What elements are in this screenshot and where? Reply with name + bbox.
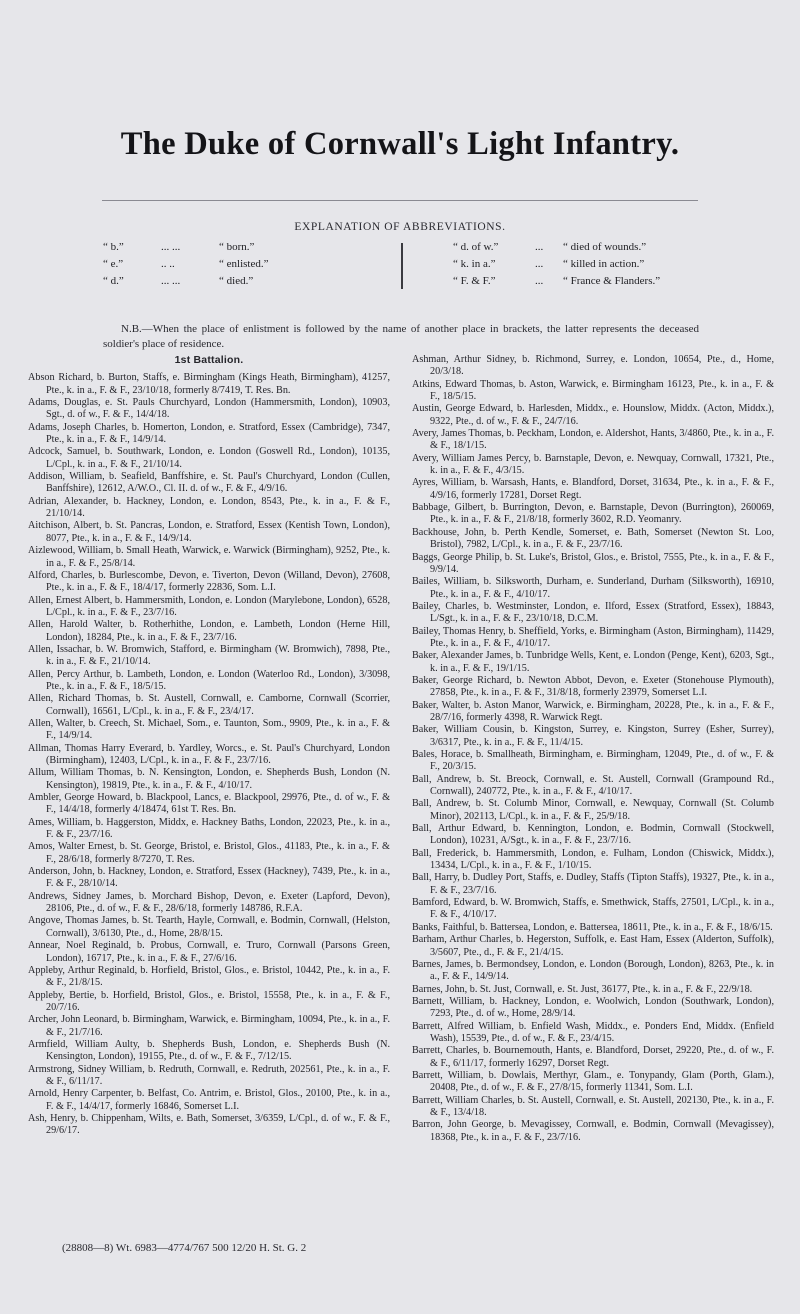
casualty-entry: Adams, Joseph Charles, b. Homerton, London, e. Stratford, Essex (Cambridge), 7347, Pte., k. in a., F. & F., 14/9/14. bbox=[28, 421, 390, 446]
casualty-entry: Barnes, John, b. St. Just, Cornwall, e. St. Just, 36177, Pte., k. in a., F. & F., 22/9/18. bbox=[412, 983, 753, 995]
casualty-entry: Avery, James Thomas, b. Peckham, London, e. Aldershot, Hants, 3/4860, Pte., k. in a., F. & F., 18/1/15. bbox=[412, 428, 774, 452]
casualty-entry: Baggs, George Philip, b. St. Luke's, Bristol, Glos., e. Bristol, 7555, Pte., k. in a., F. & F., 9/9/14. bbox=[412, 551, 774, 575]
casualty-entry: Bales, Horace, b. Smallheath, Birmingham, e. Birmingham, 12049, Pte., d. of w., F. & F., 20/3/15. bbox=[412, 749, 774, 773]
casualty-entry: Bailes, William, b. Silksworth, Durham, e. Sunderland, Durham (Silksworth), 16910, Pte., k. in a., F. & F., 4/10/17. bbox=[412, 576, 774, 600]
page-title: The Duke of Cornwall's Light Infantry. bbox=[120, 126, 680, 162]
casualty-entry: Barron, John George, b. Mevagissey, Cornwall, e. Bodmin, Cornwall (Mevagissey), 18368, Pte., k. in a., F. & F., 23/7/16. bbox=[412, 1119, 774, 1143]
right-column bbox=[412, 354, 774, 1144]
casualty-entry: Angove, Thomas James, b. St. Tearth, Hayle, Cornwall, e. Bodmin, Cornwall, (Helston, Cornwall), 3/6130, Pte., d., Home, 28/8/15. bbox=[28, 915, 390, 939]
abbreviation-meaning: “ died.” bbox=[219, 275, 254, 287]
casualty-entry: Ayres, William, b. Warsash, Hants, e. Blandford, Dorset, 31634, Pte., k. in a., F. & F., 4/9/16, formerly 17281, Dorset Regt. bbox=[412, 477, 774, 501]
casualty-entry: Alford, Charles, b. Burlescombe, Devon, e. Tiverton, Devon (Willand, Devon), 27608, Pte., k. in a., F. & F., 18/4/17, formerly 22836, Som. L.I. bbox=[28, 569, 390, 594]
casualty-entry: Ball, Andrew, b. St. Breock, Cornwall, e. St. Austell, Cornwall (Grampound Rd., Cornwall), 240772, Pte., k. in a., F. & F., 4/10/17. bbox=[412, 773, 774, 798]
abbreviations-table bbox=[103, 241, 703, 295]
casualty-entry: Backhouse, John, b. Perth Kendle, Somerset, e. Bath, Somerset (Newton St. Loo, Bristol), 7982, L/Cpl., k. in a., F. & F., 23/7/16. bbox=[412, 526, 774, 551]
casualty-entry: Abson Richard, b. Burton, Staffs, e. Birmingham (Kings Heath, Birmingham), 41257, Pte., k. in a., F. & F., 23/10/18, formerly 8/7419, T. Res. Bn. bbox=[28, 372, 390, 396]
abbreviation-term: “ e.” bbox=[103, 258, 124, 270]
abbreviation-term: “ k. in a.” bbox=[453, 258, 496, 270]
casualty-entry: Ash, Henry, b. Chippenham, Wilts, e. Bath, Somerset, 3/6359, L/Cpl., d. of w., F. & F., 29/6/17. bbox=[28, 1112, 390, 1137]
casualty-entry: Ball, Frederick, b. Hammersmith, London, e. Fulham, London (Chiswick, Middx.), 13434, L/Cpl., k. in a., F. & F., 1/10/15. bbox=[412, 847, 774, 872]
casualty-entry: Barnes, James, b. Bermondsey, London, e. London (Borough, London), 8263, Pte., k. in a., F. & F., 14/9/14. bbox=[412, 958, 774, 983]
abbreviation-term: “ d.” bbox=[103, 275, 124, 287]
casualty-entry: Banks, Faithful, b. Battersea, London, e. Battersea, 18611, Pte., k. in a., F. & F., 18/6/15. bbox=[412, 921, 773, 933]
abbreviation-meaning: “ enlisted.” bbox=[219, 258, 269, 270]
casualty-entry: Bailey, Charles, b. Westminster, London, e. Ilford, Essex (Stratford, Essex), 18843, L/Sgt., k. in a., F. & F., 23/10/18, D.C.M. bbox=[412, 600, 774, 625]
abbreviation-dots: ... ... bbox=[161, 241, 181, 253]
casualty-entry: Ball, Arthur Edward, b. Kennington, London, e. Bodmin, Cornwall (Stockwell, London), 10231, A/Sgt., k. in a., F. & F., 23/7/16. bbox=[412, 823, 774, 847]
casualty-entry: Allen, Walter, b. Creech, St. Michael, Som., e. Taunton, Som., 9909, Pte., k. in a., F. & F., 14/9/14. bbox=[28, 717, 390, 742]
casualty-entry: Bamford, Edward, b. W. Bromwich, Staffs, e. Smethwick, Staffs, 27501, L/Cpl., k. in a., F. & F., 4/10/17. bbox=[412, 897, 774, 921]
casualty-entry: Babbage, Gilbert, b. Burrington, Devon, e. Barnstaple, Devon (Burrington), 260069, Pte., k. in a., F. & F., 21/8/18, formerly 3602, R.D. Yeomanry. bbox=[412, 502, 774, 526]
casualty-entry: Ashman, Arthur Sidney, b. Richmond, Surrey, e. London, 10654, Pte., d., Home, 20/3/18. bbox=[412, 354, 774, 378]
casualty-entry: Ball, Andrew, b. St. Columb Minor, Cornwall, e. Newquay, Cornwall (St. Columb Minor), 202113, L/Cpl., k. in a., F. & F., 25/9/18. bbox=[412, 798, 774, 822]
casualty-entry: Bailey, Thomas Henry, b. Sheffield, Yorks, e. Birmingham (Aston, Birmingham), 11429, Pte., k. in a., F. & F., 4/10/17. bbox=[412, 625, 774, 649]
casualty-entry: Adams, Douglas, e. St. Pauls Churchyard, London (Hammersmith, London), 10903, Sgt., d. of w., F. & F., 14/4/18. bbox=[28, 397, 390, 421]
explanatory-note: N.B.—When the place of enlistment is followed by the name of another place in brackets, the latter represents the deceased soldier's place of residence. bbox=[103, 323, 699, 350]
casualty-entry: Archer, John Leonard, b. Birmingham, Warwick, e. Birmingham, 10094, Pte., k. in a., F. & F., 21/7/16. bbox=[28, 1014, 390, 1038]
casualty-entry: Adcock, Samuel, b. Southwark, London, e. London (Goswell Rd., London), 10135, L/Cpl., k. in a., F. & F., 21/10/14. bbox=[28, 446, 390, 470]
battalion-heading: 1st Battalion. bbox=[174, 354, 244, 366]
abbreviation-dots: ... bbox=[535, 258, 544, 270]
left-column bbox=[28, 354, 390, 1138]
casualty-entry: Arnold, Henry Carpenter, b. Belfast, Co. Antrim, e. Bristol, Glos., 20100, Pte., k. in a., F. & F., 14/4/17, formerly 16846, Somerset L.I. bbox=[28, 1088, 390, 1112]
casualty-entry: Barrett, Charles, b. Bournemouth, Hants, e. Blandford, Dorset, 29220, Pte., d. of w., F. & F., 6/11/17, formerly 16297, Dorset Regt. bbox=[412, 1045, 774, 1069]
casualty-entry: Allen, Harold Walter, b. Rotherhithe, London, e. Lambeth, London (Herne Hill, London), 18284, Pte., k. in a., F. & F., 23/7/16. bbox=[28, 619, 390, 643]
casualty-entry: Allman, Thomas Harry Everard, b. Yardley, Worcs., e. St. Paul's Churchyard, London (Birmingham), 12403, L/Cpl., k. in a., F. & F., 23/7/16. bbox=[28, 742, 390, 766]
casualty-entry: Aizlewood, William, b. Small Heath, Warwick, e. Warwick (Birmingham), 9252, Pte., k. in a., F. & F., 25/8/14. bbox=[28, 545, 390, 569]
abbreviation-dots: ... ... bbox=[161, 275, 181, 287]
casualty-entry: Ames, William, b. Haggerston, Middx, e. Hackney Baths, London, 22023, Pte., k. in a., F. & F., 23/7/16. bbox=[28, 816, 390, 841]
casualty-entry: Amos, Walter Ernest, b. St. George, Bristol, e. Bristol, Glos., 41183, Pte., k. in a., F. & F., 28/6/18, formerly 8/7270, T. Res. bbox=[28, 841, 390, 865]
casualty-entry: Austin, George Edward, b. Harlesden, Middx., e. Hounslow, Middx. (Acton, Middx.), 9322, Pte., d. of w., F. & F., 24/7/16. bbox=[412, 403, 774, 427]
casualty-entry: Adrian, Alexander, b. Hackney, London, e. London, 8543, Pte., k. in a., F. & F., 21/10/14. bbox=[28, 495, 390, 520]
left-entry-list bbox=[28, 372, 390, 1137]
casualty-entry: Barnett, William, b. Hackney, London, e. Woolwich, London (Southwark, London), 7293, Pte., d. of w., Home, 28/9/14. bbox=[412, 995, 774, 1020]
print-footer: (28808—8) Wt. 6983—4774/767 500 12/20 H. St. G. 2 bbox=[62, 1242, 307, 1254]
abbreviations-divider bbox=[401, 243, 403, 289]
abbreviation-term: “ b.” bbox=[103, 241, 124, 253]
casualty-entry: Ambler, George Howard, b. Blackpool, Lancs, e. Blackpool, 29976, Pte., d. of w., F. & F., 14/4/18, formerly 4/18474, 61st T. Res. Bn. bbox=[28, 792, 390, 816]
casualty-entry: Allum, William Thomas, b. N. Kensington, London, e. Shepherds Bush, London (N. Kensington), 19819, Pte., k. in a., F. & F., 4/10/17. bbox=[28, 767, 390, 791]
abbreviation-meaning: “ killed in action.” bbox=[563, 258, 645, 270]
casualty-entry: Annear, Noel Reginald, b. Probus, Cornwall, e. Truro, Cornwall (Parsons Green, London), 16717, Pte., k. in a., F. & F., 27/6/16. bbox=[28, 940, 390, 964]
casualty-entry: Baker, Alexander James, b. Tunbridge Wells, Kent, e. London (Penge, Kent), 6203, Sgt., k. in a., F. & F., 19/1/15. bbox=[412, 650, 774, 674]
casualty-entry: Allen, Ernest Albert, b. Hammersmith, London, e. London (Marylebone, London), 6528, L/Cpl., k. in a., F. & F., 23/7/16. bbox=[28, 594, 390, 618]
casualty-entry: Allen, Issachar, b. W. Bromwich, Stafford, e. Birmingham (W. Bromwich), 7898, Pte., k. in a., F. & F., 21/10/14. bbox=[28, 643, 390, 668]
casualty-entry: Baker, George Richard, b. Newton Abbot, Devon, e. Exeter (Stonehouse Plymouth), 27858, Pte., k. in a., F. & F., 31/8/18, formerly 23979, Somerset L.I. bbox=[412, 674, 774, 699]
casualty-entry: Aitchison, Albert, b. St. Pancras, London, e. Stratford, Essex (Kentish Town, London), 8077, Pte., k. in a., F. & F., 14/9/14. bbox=[28, 520, 390, 544]
abbreviation-dots: ... bbox=[535, 275, 544, 287]
casualty-entry: Barrett, William, b. Dowlais, Merthyr, Glam., e. Tonypandy, Glam (Porth, Glam.), 20408, Pte., d. of w., F. & F., 27/8/15, formerly 11341, Som. L.I. bbox=[412, 1069, 774, 1094]
abbreviation-term: “ F. & F.” bbox=[453, 275, 496, 287]
abbreviation-meaning: “ died of wounds.” bbox=[563, 241, 647, 253]
casualty-entry: Allen, Richard Thomas, b. St. Austell, Cornwall, e. Camborne, Cornwall (Scorrier, Cornwall), 16561, L/Cpl., k. in a., F. & F., 23/4/17. bbox=[28, 693, 390, 717]
abbreviation-dots: ... bbox=[535, 241, 544, 253]
abbreviation-meaning: “ born.” bbox=[219, 241, 255, 253]
abbreviations-heading: EXPLANATION OF ABBREVIATIONS. bbox=[294, 221, 506, 233]
abbreviation-dots: .. .. bbox=[161, 258, 175, 270]
casualty-entry: Andrews, Sidney James, b. Morchard Bishop, Devon, e. Exeter (Lapford, Devon), 28106, Pte., d. of w., F. & F., 28/6/18, formerly 148786, R.F.A. bbox=[28, 890, 390, 915]
abbreviation-term: “ d. of w.” bbox=[453, 241, 499, 253]
abbreviation-meaning: “ France & Flanders.” bbox=[563, 275, 661, 287]
casualty-entry: Barham, Arthur Charles, b. Hegerston, Suffolk, e. East Ham, Essex (Alderton, Suffolk), 3/5607, Pte., d., F. & F., 21/4/15. bbox=[412, 934, 774, 958]
casualty-entry: Armfield, William Aulty, b. Shepherds Bush, London, e. Shepherds Bush (N. Kensington, London), 19155, Pte., d. of w., F. & F., 7/12/15. bbox=[28, 1038, 390, 1063]
casualty-entry: Anderson, John, b. Hackney, London, e. Stratford, Essex (Hackney), 7439, Pte., k. in a., F. & F., 28/10/14. bbox=[28, 866, 390, 890]
casualty-entry: Ball, Harry, b. Dudley Port, Staffs, e. Dudley, Staffs (Tipton Staffs), 19327, Pte., k. in a., F. & F., 23/7/16. bbox=[412, 872, 774, 896]
casualty-entry: Allen, Percy Arthur, b. Lambeth, London, e. London (Waterloo Rd., London), 3/3098, Pte., k. in a., F. & F., 18/5/15. bbox=[28, 668, 390, 692]
casualty-entry: Baker, Walter, b. Aston Manor, Warwick, e. Birmingham, 20228, Pte., k. in a., F. & F., 28/7/16, formerly 4398, R. Warwick Regt. bbox=[412, 699, 774, 723]
casualty-entry: Addison, William, b. Seafield, Banffshire, e. St. Paul's Churchyard, London (Cullen, Banffshire), 12612, A/W.O., Cl. II. d. of w., F. & F., 4/9/16. bbox=[28, 471, 390, 495]
casualty-entry: Atkins, Edward Thomas, b. Aston, Warwick, e. Birmingham 16123, Pte., k. in a., F. & F., 18/5/15. bbox=[412, 378, 774, 403]
casualty-entry: Baker, William Cousin, b. Kingston, Surrey, e. Kingston, Surrey (Esher, Surrey), 3/6317, Pte., k. in a., F. & F., 11/4/15. bbox=[412, 724, 774, 748]
casualty-entry: Barrett, William Charles, b. St. Austell, Cornwall, e. St. Austell, 202130, Pte., k. in a., F. & F., 13/4/18. bbox=[412, 1094, 774, 1118]
right-entry-list bbox=[412, 354, 774, 1144]
casualty-entry: Armstrong, Sidney William, b. Redruth, Cornwall, e. Redruth, 202561, Pte., k. in a., F. & F., 6/11/17. bbox=[28, 1063, 390, 1087]
casualty-entry: Appleby, Bertie, b. Horfield, Bristol, Glos., e. Bristol, 15558, Pte., k. in a., F. & F., 20/7/16. bbox=[28, 989, 390, 1013]
casualty-entry: Avery, William James Percy, b. Barnstaple, Devon, e. Newquay, Cornwall, 17321, Pte., k. in a., F. & F., 4/3/15. bbox=[412, 452, 774, 477]
divider-rule bbox=[102, 200, 698, 201]
casualty-entry: Appleby, Arthur Reginald, b. Horfield, Bristol, Glos., e. Bristol, 10442, Pte., k. in a., F. & F., 21/8/15. bbox=[28, 964, 390, 989]
casualty-entry: Barrett, Alfred William, b. Enfield Wash, Middx., e. Ponders End, Middx. (Enfield Wash), 15539, Pte., d. of w., F. & F., 23/4/15. bbox=[412, 1020, 774, 1044]
